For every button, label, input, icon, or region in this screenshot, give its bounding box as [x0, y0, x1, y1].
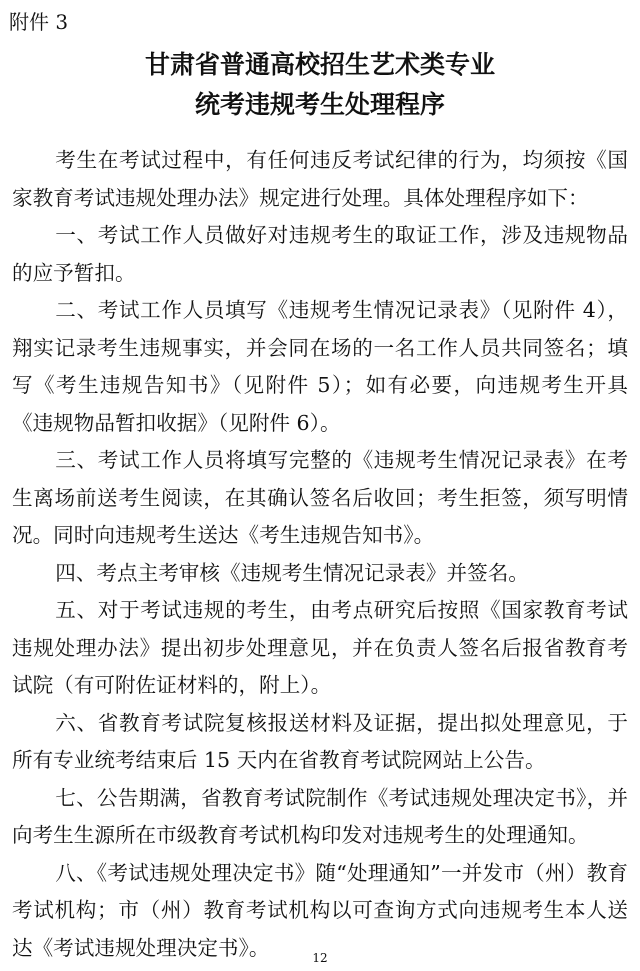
document-title-line-1: 甘肃省普通高校招生艺术类专业: [144, 50, 495, 79]
paragraph-step-1: 一、考试工作人员做好对违规考生的取证工作，涉及违规物品的应予暂扣。: [12, 223, 628, 285]
paragraph-step-5: 五、对于考试违规的考生，由考点研究后按照《国家教育考试违规处理办法》提出初步处理意见，并在负责人签名后报省教育考试院（有可附佐证材料的，附上）。: [12, 598, 628, 697]
page-number: 12: [312, 951, 328, 965]
paragraph-step-2: 二、考试工作人员填写《违规考生情况记录表》（见附件 4），翔实记录考生违规事实，并会同在场的一名工作人员共同签名；填写《考生违规告知书》（见附件 5）；如有必要，向违规考生开具《违规物品暂扣收据》（见附件 6）。: [12, 298, 628, 435]
paragraph-step-3: 三、考试工作人员将填写完整的《违规考生情况记录表》在考生离场前送考生阅读，在其确认签名后收回；考生拒签，须写明情况。同时向违规考生送达《考生违规告知书》。: [12, 448, 628, 547]
paragraph-step-7: 七、公告期满，省教育考试院制作《考试违规处理决定书》，并向考生生源所在市级教育考试机构印发对违规考生的处理通知。: [12, 785, 628, 847]
paragraph-step-8: 八、《考试违规处理决定书》随“处理通知”一并发市（州）教育考试机构；市（州）教育考试机构以可查询方式向违规考生本人送达《考试违规处理决定书》。: [12, 860, 628, 960]
paragraph-step-6: 六、省教育考试院复核报送材料及证据，提出拟处理意见，于所有专业统考结束后 15 天内在省教育考试院网站上公告。: [12, 710, 628, 772]
document-title-line-2: 统考违规考生处理程序: [194, 90, 445, 119]
paragraph-step-4: 四、考点主考审核《违规考生情况记录表》并签名。: [55, 560, 529, 585]
paragraph-intro: 考生在考试过程中，有任何违反考试纪律的行为，均须按《国家教育考试违规处理办法》规定进行处理。具体处理程序如下：: [12, 148, 628, 210]
attachment-label: 附件 3: [9, 10, 69, 34]
document-body: [12, 142, 628, 967]
